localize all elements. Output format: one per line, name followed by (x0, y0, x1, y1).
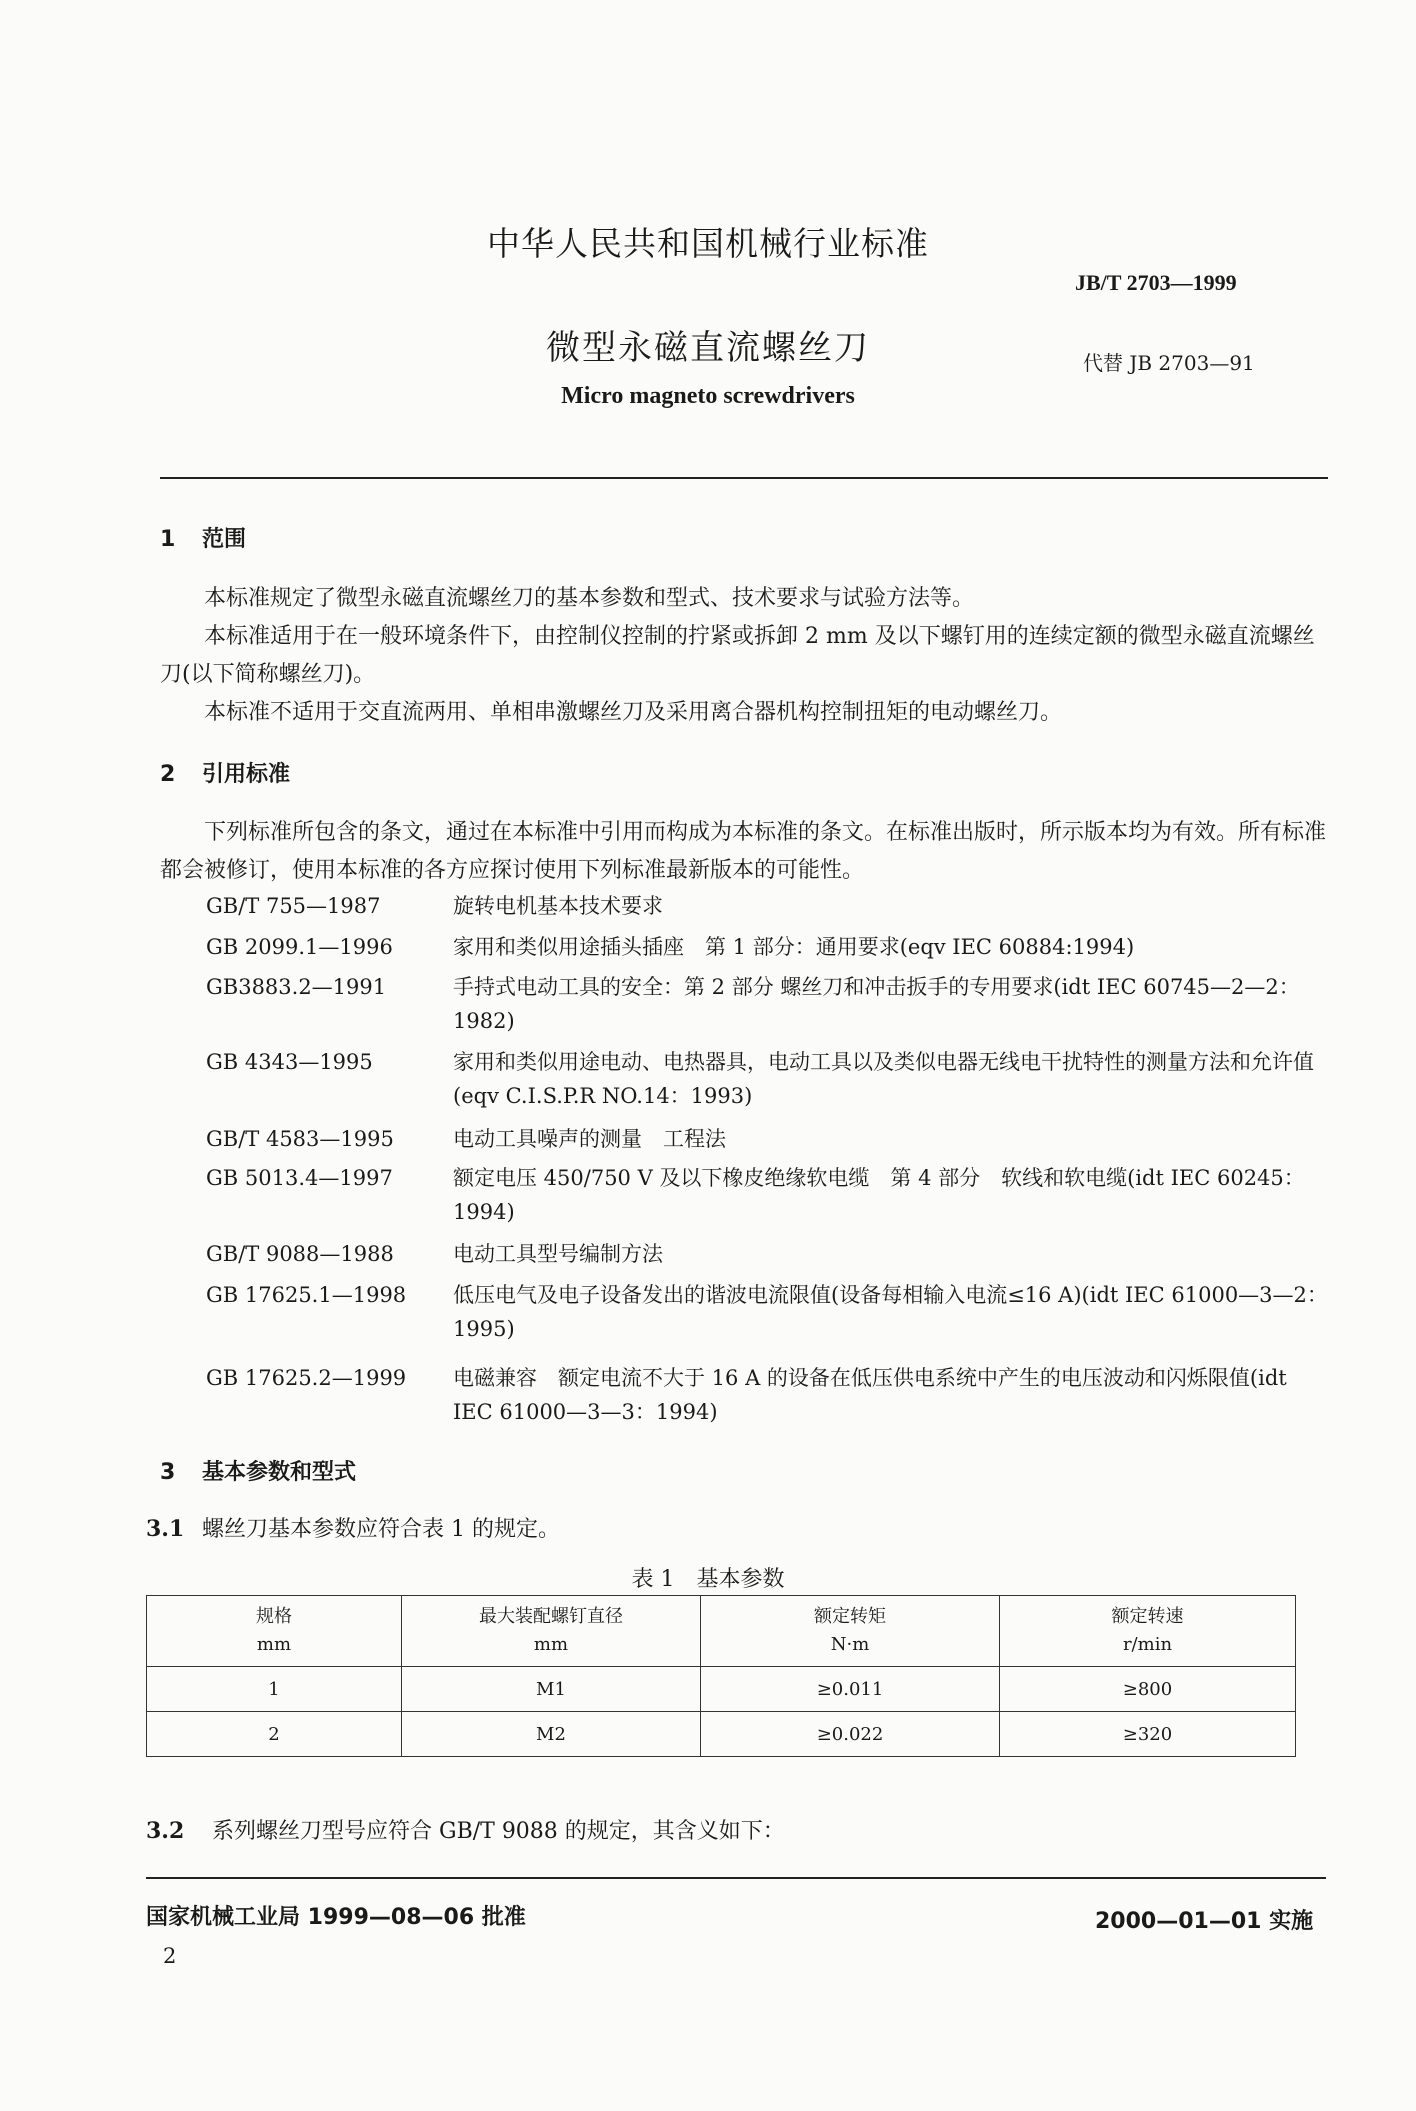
clause-number: 3.2 (146, 1818, 185, 1844)
footer-rule (146, 1877, 1326, 1879)
ref-code: GB 5013.4—1997 (206, 1166, 393, 1190)
table-cell: ≥0.011 (701, 1667, 1000, 1712)
ref-title: 手持式电动工具的安全：第 2 部分 螺丝刀和冲击扳手的专用要求(idt IEC 60745—2—2：1982) (453, 975, 1300, 1033)
paragraph: 本标准不适用于交直流两用、单相串激螺丝刀及采用离合器机构控制扭矩的电动螺丝刀。 (204, 700, 1063, 725)
paragraph: 本标准规定了微型永磁直流螺丝刀的基本参数和型式、技术要求与试验方法等。 (204, 586, 975, 611)
section-title: 基本参数和型式 (202, 1460, 357, 1485)
section-number: 1 (160, 527, 176, 552)
paragraph: 下列标准所包含的条文，通过在本标准中引用而构成为本标准的条文。在标准出版时，所示版本均为有效。所有标准都会被修订，使用本标准的各方应探讨使用下列标准最新版本的可能性。 (160, 820, 1327, 883)
basic-parameters-table (146, 1595, 1296, 1757)
table-header-row (147, 1596, 1296, 1667)
table-cell: 1 (147, 1667, 402, 1712)
header-rule (160, 477, 1328, 479)
table-header-cell: 最大装配螺钉直径 mm (402, 1596, 701, 1667)
section-number: 2 (160, 762, 176, 787)
document-title-cn: 微型永磁直流螺丝刀 (546, 328, 870, 368)
page-number: 2 (163, 1944, 177, 1968)
clause-number: 3.1 (146, 1516, 185, 1542)
paragraph: 本标准适用于在一般环境条件下，由控制仪控制的拧紧或拆卸 2 mm 及以下螺钉用的连续定额的微型永磁直流螺丝刀(以下简称螺丝刀)。 (160, 624, 1315, 687)
ref-title: 额定电压 450/750 V 及以下橡皮绝缘软电缆 第 4 部分 软线和软电缆(idt IEC 60245：1994) (453, 1166, 1305, 1224)
section-title: 引用标准 (202, 762, 291, 787)
ref-code: GB 17625.1—1998 (206, 1283, 407, 1307)
approval-line: 国家机械工业局 1999—08—06 批准 (146, 1905, 526, 1930)
table-cell: M2 (402, 1712, 701, 1757)
ref-code: GB 4343—1995 (206, 1050, 373, 1074)
clause-text: 螺丝刀基本参数应符合表 1 的规定。 (202, 1517, 560, 1542)
standard-category: 中华人民共和国机械行业标准 (487, 224, 929, 263)
effective-date: 2000—01—01 实施 (1095, 1909, 1314, 1934)
ref-title: 家用和类似用途电动、电热器具，电动工具以及类似电器无线电干扰特性的测量方法和允许值(eqv C.I.S.P.R NO.14：1993) (453, 1050, 1314, 1108)
document-code: JB/T 2703—1999 (1075, 270, 1237, 295)
ref-code: GB 2099.1—1996 (206, 935, 393, 959)
table-row (147, 1667, 1296, 1712)
ref-title: 家用和类似用途插头插座 第 1 部分：通用要求(eqv IEC 60884:1994) (453, 935, 1135, 959)
section-1-heading (160, 522, 246, 553)
ref-title: 旋转电机基本技术要求 (453, 894, 663, 918)
section-2-heading (160, 757, 290, 788)
clause-text: 系列螺丝刀型号应符合 GB/T 9088 的规定，其含义如下： (212, 1819, 785, 1844)
ref-title: 低压电气及电子设备发出的谐波电流限值(设备每相输入电流≤16 A)(idt IEC 61000—3—2：1995) (453, 1283, 1328, 1341)
section-3-heading (160, 1455, 356, 1486)
clause-3-1 (146, 1512, 560, 1543)
ref-code: GB/T 755—1987 (206, 894, 381, 918)
ref-title: 电磁兼容 额定电流不大于 16 A 的设备在低压供电系统中产生的电压波动和闪烁限值(idt IEC 61000—3—3：1994) (453, 1366, 1287, 1424)
ref-code: GB/T 9088—1988 (206, 1242, 394, 1266)
table-header-cell: 额定转矩 N·m (701, 1596, 1000, 1667)
table-cell: ≥800 (1000, 1667, 1296, 1712)
table-caption: 表 1 基本参数 (631, 1567, 785, 1592)
ref-code: GB/T 4583—1995 (206, 1127, 394, 1151)
table-cell: ≥320 (1000, 1712, 1296, 1757)
section-title: 范围 (202, 527, 247, 552)
document-title-en: Micro magneto screwdrivers (561, 383, 855, 409)
table-cell: 2 (147, 1712, 402, 1757)
table-header-cell: 规格 mm (147, 1596, 402, 1667)
ref-code: GB 17625.2—1999 (206, 1366, 407, 1390)
clause-3-2 (146, 1814, 785, 1845)
replaces-standard: 代替 JB 2703—91 (1083, 351, 1255, 375)
table-row (147, 1712, 1296, 1757)
ref-title: 电动工具型号编制方法 (453, 1242, 663, 1266)
ref-code: GB3883.2—1991 (206, 975, 387, 999)
section-number: 3 (160, 1460, 176, 1485)
ref-title: 电动工具噪声的测量 工程法 (453, 1127, 726, 1151)
table-cell: M1 (402, 1667, 701, 1712)
table-header-cell: 额定转速 r/min (1000, 1596, 1296, 1667)
table-cell: ≥0.022 (701, 1712, 1000, 1757)
